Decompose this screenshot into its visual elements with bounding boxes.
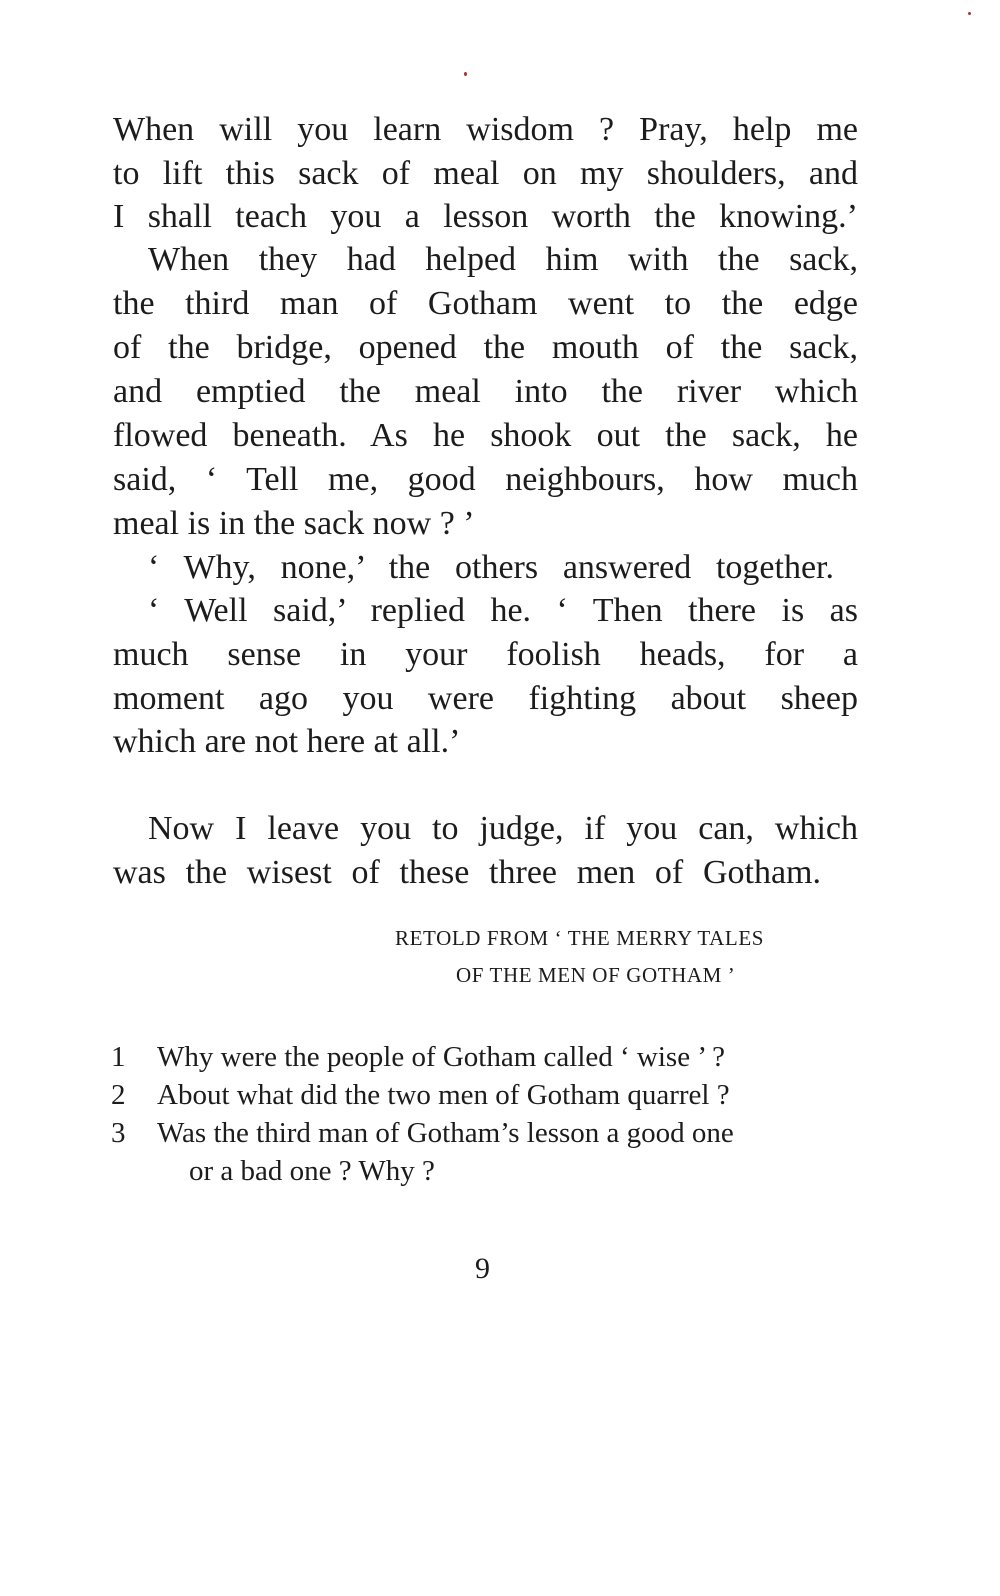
text-line: said, ‘ Tell me, good neighbours, how much	[113, 461, 858, 498]
text-line: When they had helped him with the sack,	[148, 241, 858, 278]
text-line: meal is in the sack now ? ’	[113, 505, 475, 542]
text-line: of the bridge, opened the mouth of the sack,	[113, 329, 858, 366]
text-line: flowed beneath. As he shook out the sack, he	[113, 417, 858, 454]
text-line: the third man of Gotham went to the edge	[113, 285, 858, 322]
text-line: and emptied the meal into the river which	[113, 373, 858, 410]
question-text: About what did the two men of Gotham quarrel ?	[157, 1079, 730, 1111]
question-number: 1	[111, 1041, 126, 1073]
text-line: When will you learn wisdom ? Pray, help me	[113, 111, 858, 148]
text-line: which are not here at all.’	[113, 723, 461, 760]
question-text: Why were the people of Gotham called ‘ wise ’ ?	[157, 1041, 725, 1073]
text-line: moment ago you were fighting about sheep	[113, 680, 858, 717]
text-line: to lift this sack of meal on my shoulders, and	[113, 155, 858, 192]
text-line: Now I leave you to judge, if you can, which	[148, 810, 858, 847]
text-line: much sense in your foolish heads, for a	[113, 636, 858, 673]
question-text: or a bad one ? Why ?	[189, 1155, 435, 1187]
question-number: 2	[111, 1079, 126, 1111]
attribution-line: RETOLD FROM ‘ THE MERRY TALES	[395, 926, 765, 950]
text-line: was the wisest of these three men of Gotham.	[113, 854, 821, 891]
text-line: ‘ Well said,’ replied he. ‘ Then there is as	[148, 592, 858, 629]
question-number: 3	[111, 1117, 126, 1149]
page-number: 9	[475, 1252, 490, 1285]
print-speck	[464, 72, 467, 76]
text-line: ‘ Why, none,’ the others answered together.	[148, 549, 834, 586]
question-text: Was the third man of Gotham’s lesson a good one	[157, 1117, 734, 1149]
attribution-line: OF THE MEN OF GOTHAM ’	[456, 963, 736, 987]
text-line: I shall teach you a lesson worth the knowing.’	[113, 198, 858, 235]
print-speck	[968, 12, 971, 15]
